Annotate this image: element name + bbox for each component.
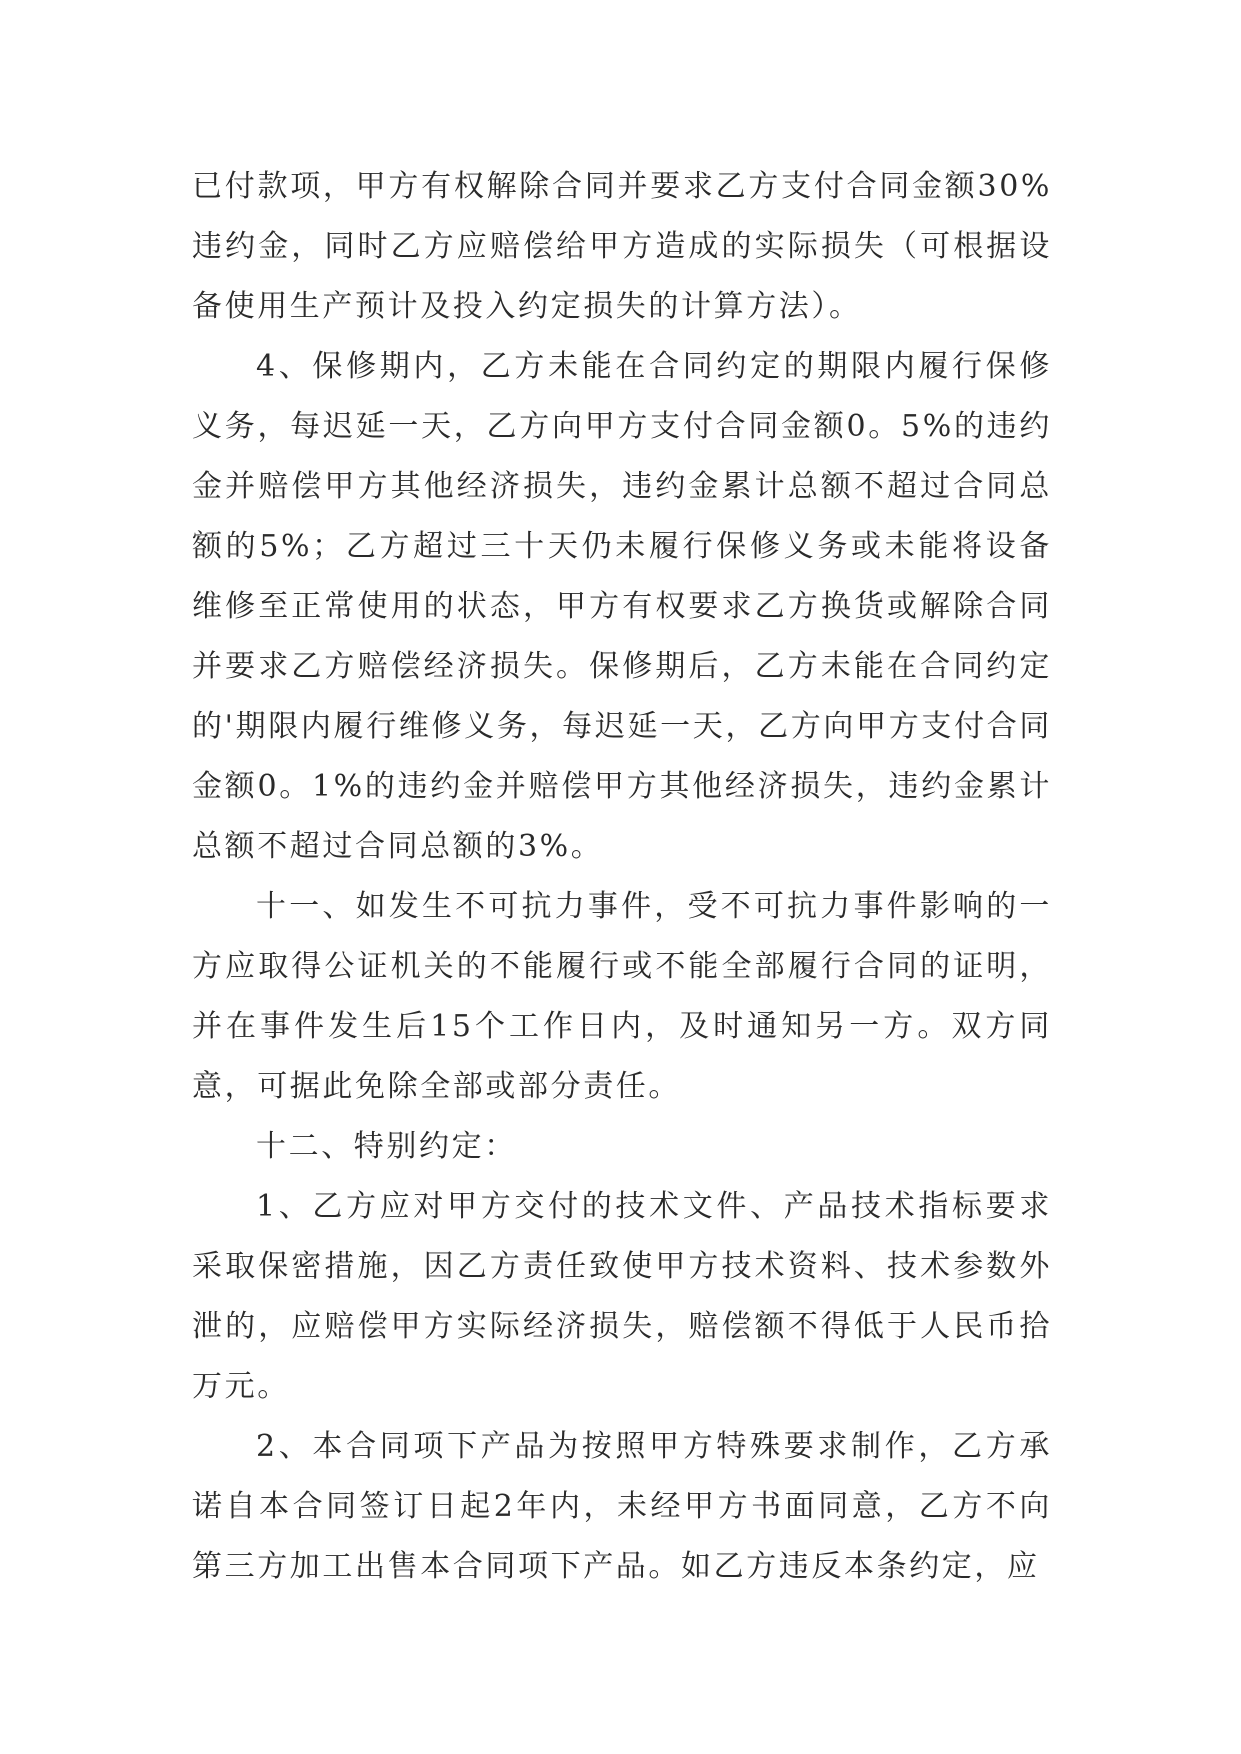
paragraph-warranty-clause-4: 4、保修期内，乙方未能在合同约定的期限内履行保修义务，每迟延一天，乙方向甲方支付合同金额0。5%的违约金并赔偿甲方其他经济损失，违约金累计总额不超过合同总额的5%；乙方超过三十天仍未履行保修义务或未能将设备维修至正常使用的状态，甲方有权要求乙方换货或解除合同并要求乙方赔偿经济损失。保修期后，乙方未能在合同约定的'期限内履行维修义务，每迟延一天，乙方向甲方支付合同金额0。1%的违约金并赔偿甲方其他经济损失，违约金累计总额不超过合同总额的3%。 — [192, 349, 1052, 864]
paragraph-confidentiality-clause-1: 1、乙方应对甲方交付的技术文件、产品技术指标要求采取保密措施，因乙方责任致使甲方技术资料、技术参数外泄的，应赔偿甲方实际经济损失，赔偿额不得低于人民币拾万元。 — [192, 1189, 1052, 1404]
paragraph-force-majeure: 十一、如发生不可抗力事件，受不可抗力事件影响的一方应取得公证机关的不能履行或不能全部履行合同的证明，并在事件发生后15个工作日内，及时通知另一方。双方同意，可据此免除全部或部分责任。 — [192, 889, 1052, 1104]
contract-text-block — [192, 157, 1052, 1597]
paragraph-payment-breach: 已付款项，甲方有权解除合同并要求乙方支付合同金额30%违约金，同时乙方应赔偿给甲方造成的实际损失（可根据设备使用生产预计及投入约定损失的计算方法）。 — [192, 169, 1052, 324]
paragraph-special-terms-heading: 十二、特别约定： — [256, 1129, 517, 1164]
paragraph-exclusivity-clause-2: 2、本合同项下产品为按照甲方特殊要求制作，乙方承诺自本合同签订日起2年内，未经甲方书面同意，乙方不向第三方加工出售本合同项下产品。如乙方违反本条约定，应 — [192, 1429, 1052, 1584]
